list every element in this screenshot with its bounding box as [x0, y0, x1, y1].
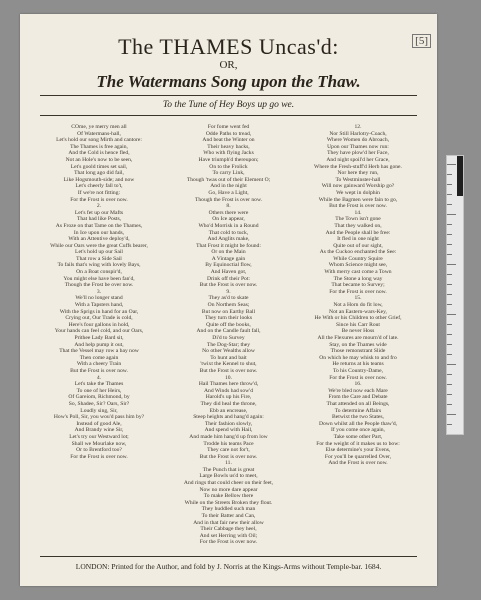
verse-line: And night spoil'd her Grace, [326, 156, 390, 163]
verse-line: Be never Hoss [341, 328, 375, 335]
verse-line: The Stone a long way [333, 275, 383, 282]
verse-line: And the Frost is over now. [328, 460, 388, 467]
ruler-tick [447, 244, 452, 245]
verse-line: Let's cheerly fall to't, [75, 183, 123, 190]
verse-line: Their Cabbage they heel, [200, 526, 257, 533]
verse-line: Crying out, Our Trade is cold, [65, 315, 133, 322]
verse-line: And Winds had sow'd [203, 387, 253, 394]
verse-line: To his Country-Dame, [332, 367, 384, 374]
verse-line: 15. [354, 295, 362, 302]
footer-rule [40, 556, 417, 557]
verse-line: To determine Affairs [334, 407, 382, 414]
verse-line: By Equinoctial flow, [205, 262, 252, 269]
verse-line: Or on the Main [211, 249, 246, 256]
verse-line: We're bled now each Mare [328, 387, 388, 394]
verse-line: Where Women do Abroach, [326, 137, 390, 144]
verse-line: For the Frost is over now. [329, 288, 387, 295]
verse-line: To make Bellow there [203, 493, 254, 500]
verse-line: 12. [354, 124, 362, 130]
verse-line: But the Frost is over now. [199, 282, 258, 289]
verse-line: Others there were [208, 209, 249, 216]
ruler-tick [447, 374, 452, 375]
verse-line: But the Frost is over now. [199, 453, 258, 460]
verse-line: Let's goold times set sail, [70, 163, 128, 170]
verse-line: He With or his Children to other Grief, [314, 315, 402, 322]
verse-line: 'twixt the Kennel to shut, [200, 361, 257, 368]
verse-line: For the weight of it makes us to bow: [316, 440, 400, 447]
verse-line: Upon our Thames now run: [327, 143, 389, 150]
verse-line: 10. [225, 374, 232, 381]
verse-line: Betwixt the two States, [332, 414, 384, 421]
verse-line: We wept in dolphin [336, 189, 380, 196]
verse-line: With the Sprigs in hand for an Oar, [59, 308, 139, 315]
verse-line: And help pump it out, [74, 341, 124, 348]
title-line-2: OR, [219, 59, 238, 71]
verse-column-3 [297, 124, 419, 556]
verse-line: But the Frost is over now. [199, 367, 258, 374]
verse-line: With a Tapsters hand, [74, 302, 124, 309]
ruler-tick [447, 354, 452, 355]
verse-line: They care not for't, [207, 447, 250, 454]
verse-line: Steep heights and hang'd again: [193, 414, 264, 421]
verse-line: 2. [96, 203, 102, 210]
verse-line: Let's take the Thames [74, 381, 124, 388]
verse-line: Now no more dare appear [199, 486, 258, 493]
title-rule-bottom [40, 115, 417, 116]
verse-line: To fails that's wing with lovely Bays, [57, 262, 141, 269]
verse-line: Harold's up his Fire, [205, 394, 252, 401]
ruler-tick [447, 254, 452, 255]
verse-line: 9. [226, 288, 231, 295]
verse-line: How's Poll, Sir, you wou'd pass him by? [53, 414, 145, 421]
verse-line: Have triumph'd thereupon; [198, 156, 259, 163]
verse-line: Of Watermans-hall, [77, 130, 121, 137]
verse-line: Though the Frost is over now. [194, 196, 263, 203]
verse-line: They have plow'd her Face, [327, 150, 389, 157]
verse-line: For you'll be quarrelled Over, [324, 453, 392, 460]
verse-line: Their fashion slowly, [204, 420, 253, 427]
verse-line: With an Attentive deploy'd, [68, 236, 130, 243]
verse-line: Quite out of our sight, [333, 242, 383, 249]
verse-line: With merry cast come a Town [324, 269, 392, 276]
verse-line: Take some other Part, [333, 433, 383, 440]
verse-line: Who'd Morrisk in a Round [198, 222, 259, 229]
verse-line: Ebb an encrease, [209, 407, 248, 414]
verse-line: But the Frost is over now. [70, 367, 128, 374]
verse-line: And the Cold is hence fled, [68, 150, 130, 157]
verse-line: And set Herring with Oil; [199, 532, 258, 539]
verse-line: 8. [226, 203, 231, 210]
verse-line: 16. [354, 381, 362, 388]
verse-line: On which he may whisk to and fro [319, 354, 397, 361]
verse-line: Though the Frost be over now. [64, 282, 134, 289]
verse-line: Of Gareiom, Richmond, by [68, 394, 130, 401]
page-number: [5] [412, 34, 431, 48]
verse-line: That cold to tuck, [208, 229, 249, 236]
verse-line: They turn their looks [204, 315, 253, 322]
ruler-tick [447, 224, 452, 225]
verse-line: The Punch that is great [202, 466, 255, 473]
verse-line: And in the night [210, 183, 247, 190]
verse-line: Nor Still Harlotry-Coach, [329, 130, 387, 137]
verse-line: Their heavy backs, [207, 143, 250, 150]
verse-line: On Ice appear, [212, 216, 245, 223]
verse-line: Though 'twas out of their Element O; [186, 176, 271, 183]
verse-line: To Westminster-hall [335, 176, 381, 183]
verse-line: They as'd to skate [208, 295, 249, 302]
verse-line: And Anglits make, [207, 236, 250, 243]
ruler-tick [447, 324, 452, 325]
ruler-tick [447, 364, 456, 365]
verse-line: Shall we Mourlake now, [71, 440, 127, 447]
verse-line: For the Frost is over now. [199, 539, 258, 546]
verse-line: Let's hold up our Sail [75, 249, 123, 256]
ruler-tick [447, 394, 452, 395]
verse-line: They did heal the throne, [200, 400, 257, 407]
verse-line: From the Care and Debate [328, 394, 388, 401]
verse-line: Prithee Lady Bard sit, [74, 335, 124, 341]
ruler-tick [447, 334, 452, 335]
ruler-tick [447, 294, 452, 295]
verse-line: Let's try our Westward lot; [69, 433, 129, 440]
ruler-tick [447, 234, 452, 235]
verse-line: And Haven got, [210, 269, 247, 276]
verse-line: Else determine's your Evens, [325, 447, 391, 454]
verse-column-2 [168, 124, 290, 556]
verse-line: Then come again [79, 354, 119, 361]
ruler-tick [447, 164, 456, 165]
verse-line: Stay, on the Thames wide [329, 341, 387, 348]
title-line-3: The Watermans Song upon the Thaw. [96, 72, 361, 91]
verse-line: To hunt and bait [210, 354, 247, 361]
verse-line: Down whilst all the People thaw'd, [318, 420, 398, 427]
verse-line: For the Frost is over now. [70, 453, 128, 460]
ruler-tick [447, 184, 452, 185]
measuring-ruler [446, 155, 464, 435]
verse-line: Drink off their Pot: [207, 275, 250, 282]
verse-line: While our Oars were the great Cuffs bearer, [50, 242, 148, 249]
verse-line: If you come once again, [331, 427, 385, 434]
verse-line: Who with flying Jacks [203, 150, 254, 157]
verse-line: For the Frost is over now. [329, 374, 387, 381]
ruler-tick [447, 214, 456, 215]
verse-line: As the Cuckoo enchanted the See: [319, 249, 397, 256]
verse-line: Like Hogsmouth-side; and now [63, 176, 135, 183]
verse-line: The Dog-Star; they [206, 341, 251, 348]
ruler-tick [447, 314, 456, 315]
verse-line: That Frost it might be found: [196, 242, 261, 249]
verse-line: With a cheery Train [76, 361, 122, 368]
verse-line: Odde Paths to tread, [205, 130, 252, 137]
tune-line: To the Tune of Hey Boys up go we. [162, 100, 295, 110]
broadside-sheet [20, 14, 437, 586]
ruler-black-segment [457, 156, 463, 196]
ruler-tick [447, 194, 452, 195]
verse-line: Quite off the books, [206, 321, 251, 328]
title-rule-top [40, 95, 417, 96]
verse-line: 11. [225, 460, 232, 467]
verse-line: On to the Frolick [209, 163, 248, 170]
verse-line: Trodde his teams Pace [203, 440, 254, 447]
verse-line: Hail Thames here throw'd, [198, 381, 259, 388]
ruler-tick [447, 284, 452, 285]
ruler-tick [447, 424, 452, 425]
verse-line: On a Boat conspir'd, [76, 269, 122, 276]
verse-line: Instead of good Ale, [76, 420, 122, 427]
verse-line: And in that fair new their allow [193, 519, 264, 526]
verse-line: That had like Posts, [76, 216, 122, 223]
verse-line: No other Wealths allow [202, 348, 255, 355]
verse-line: That row a Side Sail [76, 255, 122, 262]
imprint-footer: LONDON: Printed for the Author, and fold by J. Norris at the Kings-Arms without Temple-bar. 1684. [75, 562, 382, 571]
verse-line: For fome went fed [207, 124, 250, 130]
verse-line: That the Vessel may row a bay now [59, 348, 139, 355]
verse-line: Not an Eastern-wars-Key, [329, 308, 387, 315]
verse-line: Here's four gallons in hold, [68, 321, 130, 328]
verse-line: It fled in one night [337, 236, 379, 243]
verse-line: Let's fet up our Mafts [74, 209, 124, 216]
verse-line: And beat the Winter on [202, 137, 255, 144]
verse-line: Or to Brentford too? [76, 447, 122, 454]
verse-line: You might else have been fan'd, [63, 275, 135, 282]
verse-columns [38, 124, 419, 556]
verse-line: Whom Science might see, [328, 262, 388, 269]
verse-line: Large Bowls us'd to meet, [199, 473, 258, 480]
verse-line: All the Flexures are mourn'd of late. [317, 335, 399, 341]
verse-line: Your hands can feel cold, and our Oars, [54, 328, 144, 335]
verse-line: To one of her Heirs, [76, 387, 122, 394]
verse-line: And rings that could cheer on their feet, [183, 480, 274, 487]
verse-column-1 [38, 124, 160, 556]
verse-line: We'll no longer stand [75, 295, 123, 302]
verse-line: That they walked on, [334, 222, 382, 229]
ruler-tick [447, 274, 452, 275]
verse-line: To their Batter and Can, [201, 513, 256, 520]
verse-line: Di'd to Survey [212, 335, 245, 341]
verse-line: And on the Candle fault fall, [196, 328, 261, 335]
ruler-tick [447, 414, 456, 415]
verse-line: And Brandy wine Sir, [74, 427, 124, 434]
verse-line: Let's hold our song Mirth and cantore: [56, 137, 142, 144]
verse-line: 3. [96, 288, 102, 295]
verse-line: For the Frost is over now. [70, 196, 128, 203]
verse-line: Loudly sing, Sir, [80, 407, 118, 414]
verse-line: On Northern Seas; [207, 302, 250, 309]
verse-line: Since his Carr Rout [336, 321, 380, 328]
verse-line: To carry Link, [212, 170, 245, 177]
verse-line: In Ice upon our hands, [73, 229, 125, 236]
ruler-tick [447, 404, 452, 405]
ruler-tick [447, 264, 456, 265]
verse-line: While Country Squire [333, 255, 383, 262]
verse-line: Will now gainward Worship go? [321, 183, 395, 190]
verse-line: They huddled such man [201, 506, 256, 513]
verse-line: While the Bagmen were fain to go, [318, 196, 398, 203]
verse-line: The Thames is free again, [70, 143, 128, 150]
verse-line: And made him hang'd up from low [189, 433, 268, 440]
verse-line: But the Frost is over now. [329, 203, 387, 210]
verse-line: And spend with Hail, [204, 427, 253, 434]
verse-line: Not a Horn do fit low, [333, 302, 383, 309]
verse-line: As Froze on that Tame on the Thames, [55, 222, 143, 229]
verse-line: If we're not fitting: [77, 189, 121, 196]
verse-line: 14. [354, 209, 362, 216]
verse-line: While on the Streets Broken they flout. [184, 499, 273, 506]
verse-line: Not an Hole's now to be seen, [65, 156, 133, 163]
verse-line: 4. [96, 374, 102, 381]
verse-line: So, Shadee, Sir? Oars, Sir? [68, 400, 130, 407]
verse-line: That became to Survey; [331, 282, 385, 289]
verse-line: COme, ye merry men all [71, 124, 127, 130]
title-line-1: The THAMES Uncas'd: [118, 34, 339, 59]
verse-line: Nor here they run, [337, 170, 379, 177]
ruler-tick [447, 304, 452, 305]
verse-line: Those remonstrant Slide [330, 348, 386, 355]
verse-line: And the People shall be free: [325, 229, 391, 236]
verse-line: Where the Fresh-stuff'd Herb has gone. [314, 163, 402, 170]
ruler-tick [447, 204, 452, 205]
verse-line: A Vintage gain [211, 255, 246, 262]
verse-line: He returns at his teams [332, 361, 384, 368]
verse-line: But now on Earthy Ball [201, 308, 256, 315]
ruler-tick [447, 344, 452, 345]
verse-line: The Town isn't gone [335, 216, 381, 223]
verse-line: Go, Have a Light, [208, 189, 249, 196]
verse-line: That attended on all Beings, [326, 400, 390, 407]
ruler-tick [447, 174, 452, 175]
verse-line: That long ago did fail, [74, 170, 124, 177]
ruler-tick [447, 384, 452, 385]
